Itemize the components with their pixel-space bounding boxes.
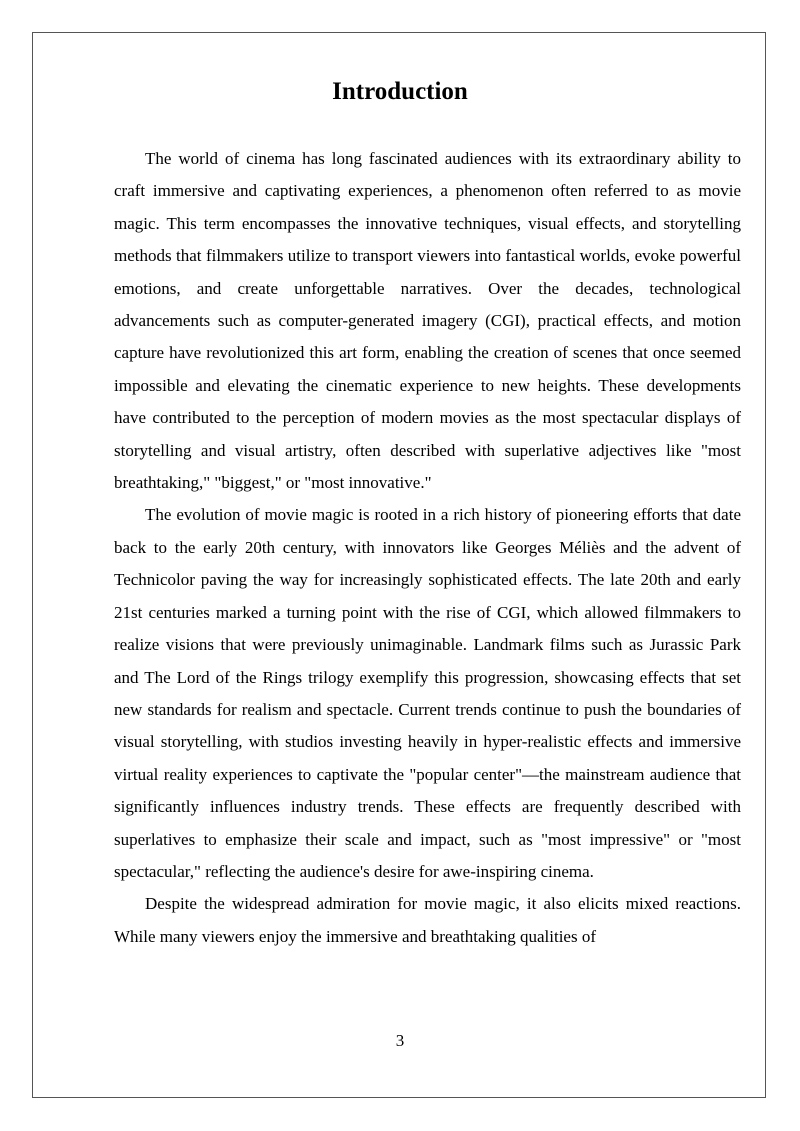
body-text	[114, 143, 741, 953]
page-number: 3	[395, 1031, 405, 1050]
paragraph-2: The evolution of movie magic is rooted in a rich history of pioneering efforts that date back to the early 20th century, with innovators like Georges Méliès and the advent of Technicolor paving the way for increasingly sophisticated effects. The late 20th and early 21st centuries marked a turning point with the rise of CGI, which allowed filmmakers to realize visions that were previously unimaginable. Landmark films such as Jurassic Park and The Lord of the Rings trilogy exemplify this progression, showcasing effects that set new standards for realism and spectacle. Current trends continue to push the boundaries of visual storytelling, with studios investing heavily in hyper-realistic effects and immersive virtual reality experiences to captivate the "popular center"—the mainstream audience that significantly influences industry trends. These effects are frequently described with superlatives to emphasize their scale and impact, such as "most impressive" or "most spectacular," reflecting the audience's desire for awe-inspiring cinema.	[114, 505, 741, 881]
paragraph-3: Despite the widespread admiration for movie magic, it also elicits mixed reactions. While many viewers enjoy the immersive and breathtaking qualities of	[114, 894, 741, 946]
paragraph-1: The world of cinema has long fascinated audiences with its extraordinary ability to craft immersive and captivating experiences, a phenomenon often referred to as movie magic. This term encompasses the innovative techniques, visual effects, and storytelling methods that filmmakers utilize to transport viewers into fantastical worlds, evoke powerful emotions, and create unforgettable narratives. Over the decades, technological advancements such as computer-generated imagery (CGI), practical effects, and motion capture have revolutionized this art form, enabling the creation of scenes that once seemed impossible and elevating the cinematic experience to new heights. These developments have contributed to the perception of modern movies as the most spectacular displays of storytelling and visual artistry, often described with superlative adjectives like "most breathtaking," "biggest," or "most innovative."	[114, 149, 741, 493]
section-heading: Introduction	[332, 78, 468, 105]
